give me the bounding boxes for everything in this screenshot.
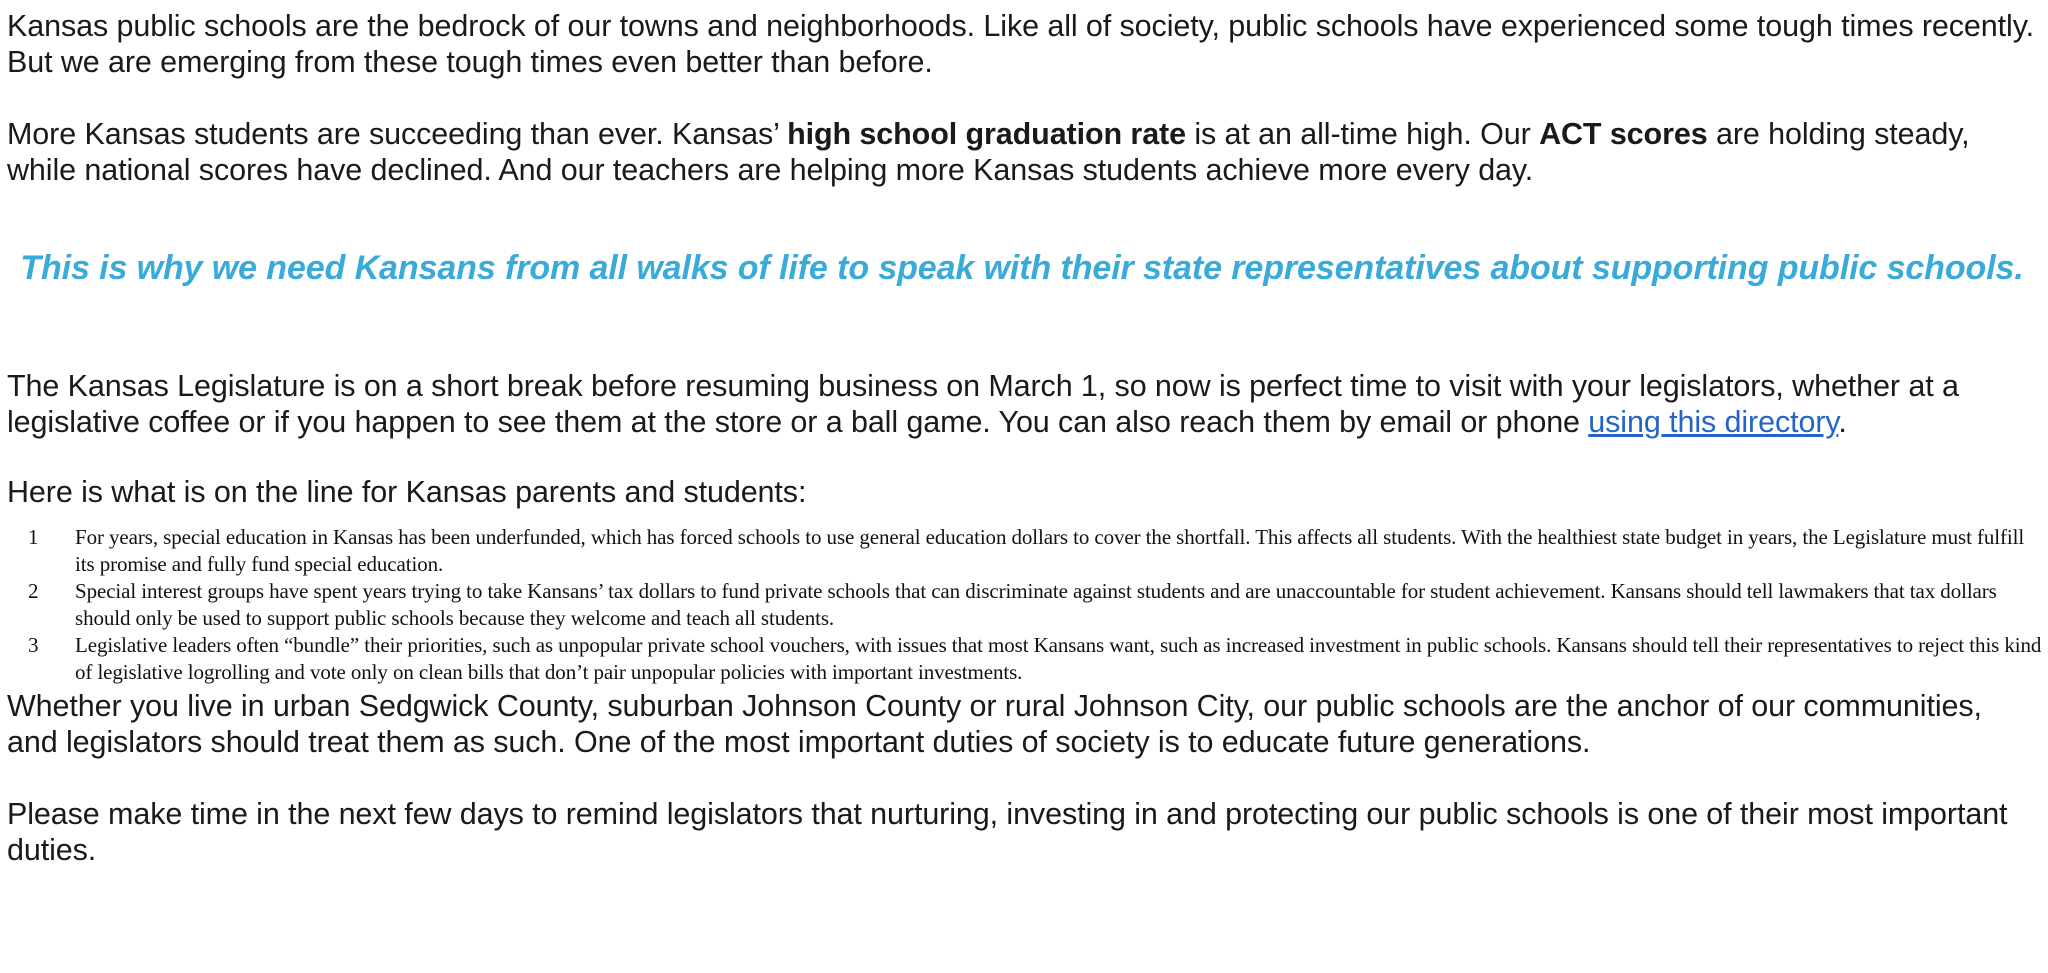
communities-paragraph: Whether you live in urban Sedgwick County, suburban Johnson County or rural Johnson City, our public schools are the anchor of our communities, and legislators should treat them as such. One of the most important duties of society is to educate future generations.: [7, 689, 1982, 759]
intro-paragraph: Kansas public schools are the bedrock of our towns and neighborhoods. Like all of society, public schools have experienced some tough times recently. But we are emerging from these tough times even better than before.: [7, 9, 2034, 79]
list-item-number: 2: [28, 579, 39, 603]
legislature-paragraph: [7, 368, 2037, 440]
achievement-text-1: More Kansas students are succeeding than ever. Kansas’: [7, 117, 788, 151]
act-scores-bold: ACT scores: [1539, 117, 1708, 151]
list-item-text: Special interest groups have spent years trying to take Kansans’ tax dollars to fund private schools that can discriminate against students and are unaccountable for student achievement. Kansans should tell lawmakers that tax dollars should only be used to support public schools because they welcome and teach all students.: [75, 579, 1997, 630]
call-to-action-callout: This is why we need Kansans from all walks of life to speak with their state representatives about supporting public schools.: [20, 249, 2024, 287]
list-item: [7, 632, 2047, 686]
list-heading: Here is what is on the line for Kansas parents and students:: [7, 475, 807, 509]
list-item: [7, 578, 2047, 632]
graduation-rate-bold: high school graduation rate: [787, 117, 1186, 151]
list-item-text: For years, special education in Kansas has been underfunded, which has forced schools to use general education dollars to cover the shortfall. This affects all students. With the healthiest state budget in years, the Legislature must fulfill its promise and fully fund special education.: [75, 525, 2025, 576]
issues-list: [7, 524, 2048, 686]
list-item-text: Legislative leaders often “bundle” their priorities, such as unpopular private school vouchers, with issues that most Kansans want, such as increased investment in public schools. Kansans should tell their representatives to reject this kind of legislative logrolling and vote only on clean bills that don’t pair unpopular policies with important investments.: [75, 633, 2042, 684]
legislature-period: .: [1838, 405, 1847, 439]
achievement-text-2: is at an all-time high. Our: [1185, 117, 1540, 151]
achievement-paragraph: [7, 116, 2037, 188]
directory-link[interactable]: using this directory: [1588, 405, 1839, 439]
list-item-number: 3: [28, 633, 39, 657]
list-item-number: 1: [28, 525, 39, 549]
list-item: [7, 524, 2047, 578]
legislature-text: The Kansas Legislature is on a short break before resuming business on March 1, so now is perfect time to visit with your legislators, whether at a legislative coffee or if you happen to see them at the store or a ball game. You can also reach them by email or phone: [7, 369, 1959, 439]
closing-paragraph: Please make time in the next few days to remind legislators that nurturing, investing in and protecting our public schools is one of their most important duties.: [7, 797, 2008, 867]
achievement-text-3: are holding steady, while national scores have declined. And our teachers are helping more Kansas students achieve more every day.: [7, 117, 1970, 187]
